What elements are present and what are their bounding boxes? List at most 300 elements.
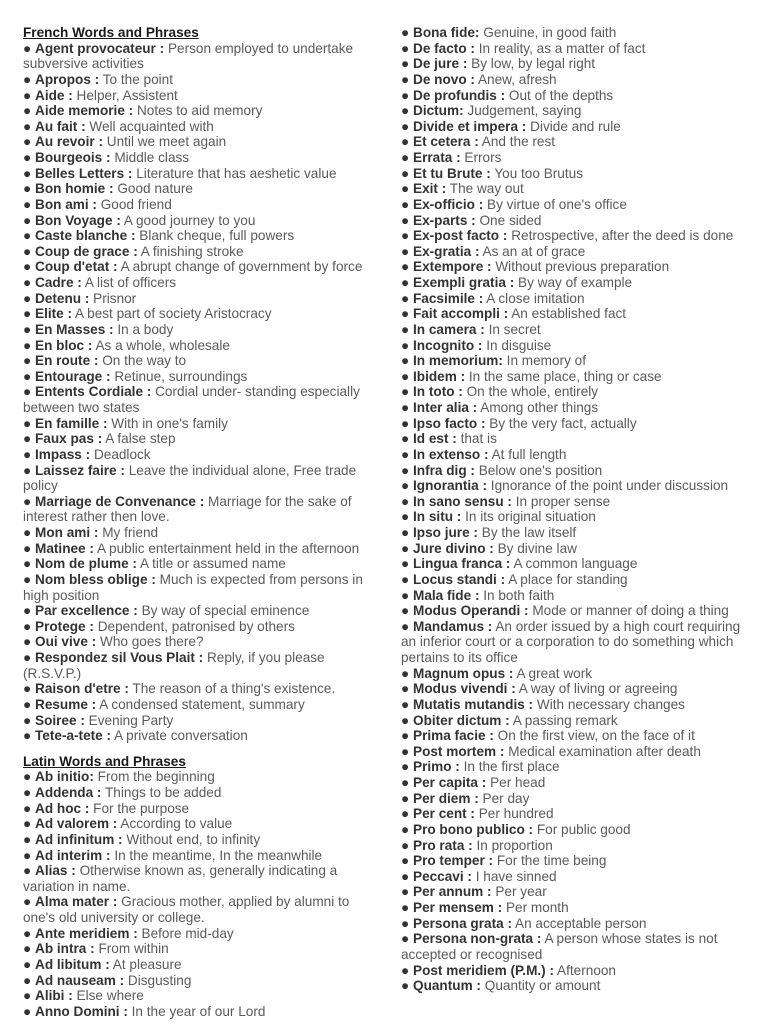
entry-modus-operandi <box>401 603 759 619</box>
entry-term: Aide memorie : <box>35 103 134 119</box>
entry-term: Ipso facto : <box>413 415 486 431</box>
entry-term: En route : <box>35 353 99 369</box>
entry-laissez-faire <box>23 463 381 494</box>
bullet-icon: ● <box>23 988 35 1004</box>
entry-meaning: Good nature <box>117 181 193 197</box>
entry-term: Ex-officio : <box>413 196 484 212</box>
entry-meaning: At full length <box>491 446 567 462</box>
entry-divide-et-impera <box>401 119 759 135</box>
entry-term: Protege : <box>35 618 94 634</box>
entry-term: Pro bono publico : <box>413 821 534 837</box>
entry-meaning: By the very fact, actually <box>489 415 637 431</box>
entry-meaning: A best part of society Aristocracy <box>75 306 272 322</box>
bullet-icon: ● <box>401 775 413 790</box>
entry-entourage <box>23 369 381 385</box>
entry-meaning: According to value <box>120 816 233 832</box>
entry-ab-initio <box>23 769 381 785</box>
entry-ipso-jure <box>401 525 759 541</box>
entry-meaning: On the whole, entirely <box>466 384 599 400</box>
bullet-icon: ● <box>401 134 413 150</box>
entry-meaning: With necessary changes <box>536 696 685 712</box>
entry-caste-blanche <box>23 228 381 244</box>
entry-persona-non-grata <box>401 931 759 962</box>
bullet-icon: ● <box>401 790 413 806</box>
entry-meaning: In the year of our Lord <box>131 1003 266 1019</box>
entry-term: Caste blanche : <box>35 228 136 244</box>
entry-fait-accompli <box>401 306 759 322</box>
entry-protege <box>23 619 381 635</box>
bullet-icon: ● <box>23 728 35 744</box>
entry-respondez-sil-vous-plait <box>23 650 381 681</box>
bullet-icon: ● <box>23 290 35 306</box>
bullet-icon: ● <box>401 353 413 369</box>
entry-dictum <box>401 103 759 119</box>
entry-meaning: A private conversation <box>114 728 248 744</box>
entry-term: Impass : <box>35 446 91 462</box>
bullet-icon: ● <box>23 696 35 712</box>
bullet-icon: ● <box>23 925 35 941</box>
entry-meaning: For the time being <box>496 853 607 869</box>
entry-term: In memorium: <box>413 353 503 369</box>
entry-meaning: On the way to <box>102 353 187 369</box>
bullet-icon: ● <box>401 321 413 337</box>
bullet-icon: ● <box>23 71 35 87</box>
bullet-icon: ● <box>23 368 35 384</box>
entry-meaning: A finishing stroke <box>140 243 244 259</box>
entry-per-cent <box>401 806 759 822</box>
entry-in-toto <box>401 384 759 400</box>
bullet-icon: ● <box>401 446 413 462</box>
entry-magnum-opus <box>401 666 759 682</box>
entry-detenu <box>23 291 381 307</box>
entry-inter-alia <box>401 400 759 416</box>
entry-term: Pro temper : <box>413 853 494 869</box>
entry-meaning: A false step <box>105 431 176 447</box>
entry-meaning: Without previous preparation <box>495 259 670 275</box>
entry-ad-hoc <box>23 801 381 817</box>
bullet-icon: ● <box>401 56 413 72</box>
entry-meaning: Before mid-day <box>141 925 234 941</box>
entry-cadre <box>23 275 381 291</box>
bullet-icon: ● <box>23 181 35 197</box>
bullet-icon: ● <box>401 743 413 759</box>
entry-en-bloc <box>23 338 381 354</box>
entry-meaning: Retrospective, after the deed is done <box>511 228 734 244</box>
entry-meaning: A condensed statement, summary <box>99 696 305 712</box>
bullet-icon: ● <box>401 525 413 540</box>
bullet-icon: ● <box>401 571 413 587</box>
entry-term: Per annum : <box>413 884 492 900</box>
entry-meaning: As a whole, wholesale <box>95 337 230 353</box>
entry-ipso-facto <box>401 416 759 432</box>
entry-term: Post meridiem (P.M.) : <box>413 962 555 978</box>
entry-meaning: Per year <box>495 884 547 900</box>
entry-meaning: A close imitation <box>486 290 585 306</box>
bullet-icon: ● <box>23 134 35 150</box>
entry-term: Par excellence : <box>35 603 138 619</box>
entry-mon-ami <box>23 525 381 541</box>
entry-meaning: A common language <box>513 556 638 572</box>
left-column <box>23 25 381 1019</box>
bullet-icon: ● <box>23 785 35 800</box>
bullet-icon: ● <box>401 306 413 322</box>
entry-meaning: A good journey to you <box>123 212 256 228</box>
entry-meaning: A public entertainment held in the afternoon <box>96 540 360 556</box>
entry-term: In situ : <box>413 509 462 525</box>
entry-meaning: And the rest <box>481 134 556 150</box>
bullet-icon: ● <box>401 915 413 931</box>
entry-term: Ex-post facto : <box>413 228 508 244</box>
bullet-icon: ● <box>401 587 413 603</box>
entry-pro-rata <box>401 838 759 854</box>
bullet-icon: ● <box>23 634 35 650</box>
bullet-icon: ● <box>23 493 35 509</box>
entry-meaning: Per hundred <box>478 806 554 822</box>
bullet-icon: ● <box>401 603 413 619</box>
entry-bona-fide <box>401 25 759 41</box>
entry-meaning: Afternoon <box>557 962 616 978</box>
entry-meaning: Anew, afresh <box>477 71 557 87</box>
entry-meaning: Per day <box>482 790 530 806</box>
entry-meaning: Person employed to undertake subversive activities <box>23 40 354 72</box>
entry-agent-provocateur <box>23 41 381 72</box>
entry-meaning: Well acquainted with <box>89 118 214 134</box>
entry-term: Locus standi : <box>413 571 506 587</box>
entry-term: Mutatis mutandis : <box>413 696 534 712</box>
entry-de-jure <box>401 56 759 72</box>
bullet-icon: ● <box>401 821 413 837</box>
bullet-icon: ● <box>23 618 35 634</box>
entry-impass <box>23 447 381 463</box>
bullet-icon: ● <box>23 681 35 697</box>
entry-meaning: At pleasure <box>112 956 182 972</box>
entry-meaning: In a body <box>117 321 174 337</box>
entry-term: Nom de plume : <box>35 556 137 572</box>
entry-term: Au fait : <box>35 118 86 134</box>
entry-de-facto <box>401 41 759 57</box>
entry-entents-cordiale <box>23 384 381 415</box>
entry-term: Bon homie : <box>35 181 114 197</box>
entry-meaning: By way of special eminence <box>141 603 310 619</box>
entry-term: Primo : <box>413 759 460 775</box>
entry-id-est <box>401 431 759 447</box>
entry-de-novo <box>401 72 759 88</box>
bullet-icon: ● <box>401 165 413 181</box>
entry-meaning: An order issued by a high court requiring an inferior court or a corporation to do something which pertains to its office <box>401 618 741 665</box>
bullet-icon: ● <box>401 384 413 400</box>
entry-term: Magnum opus : <box>413 665 514 681</box>
entry-ad-valorem <box>23 816 381 832</box>
bullet-icon: ● <box>401 118 413 134</box>
bullet-icon: ● <box>401 837 413 853</box>
entry-au-fait <box>23 119 381 135</box>
entry-meaning: Judgement, saying <box>467 103 582 119</box>
bullet-icon: ● <box>23 150 35 165</box>
entry-term: Facsimile : <box>413 290 484 306</box>
entry-meaning: From within <box>98 941 169 957</box>
entry-term: Inter alia : <box>413 400 478 415</box>
entry-term: Pro rata : <box>413 837 473 853</box>
entry-aide-memorie <box>23 103 381 119</box>
bullet-icon: ● <box>23 321 35 337</box>
entry-meaning: A abrupt change of government by force <box>120 259 363 275</box>
entry-coup-d-etat <box>23 259 381 275</box>
entry-term: Extempore : <box>413 259 492 275</box>
entry-term: Modus Operandi : <box>413 603 529 619</box>
entry-term: In toto : <box>413 384 463 400</box>
entry-term: Entourage : <box>35 368 111 384</box>
entry-bon-ami <box>23 197 381 213</box>
bullet-icon: ● <box>401 900 413 915</box>
entry-in-memorium <box>401 353 759 369</box>
bullet-icon: ● <box>23 712 35 728</box>
bullet-icon: ● <box>401 462 413 478</box>
entry-meaning: Good friend <box>100 196 172 212</box>
entry-meaning: An acceptable person <box>515 915 647 931</box>
entry-mutatis-mutandis <box>401 697 759 713</box>
entry-meaning: Ignorance of the point under discussion <box>490 478 729 494</box>
section-heading-latin-words-and-phrases: Latin Words and Phrases <box>23 753 186 769</box>
entry-errata <box>401 150 759 166</box>
entry-alma-mater <box>23 894 381 925</box>
entry-meaning: A way of living or agreeing <box>518 681 678 697</box>
entry-meaning: In memory of <box>506 353 586 369</box>
bullet-icon: ● <box>23 446 35 462</box>
bullet-icon: ● <box>401 431 413 447</box>
entry-term: Prima facie : <box>413 728 494 744</box>
bullet-icon: ● <box>401 212 413 228</box>
entry-term: Aide : <box>35 87 73 103</box>
entry-term: Ad nauseam : <box>35 972 125 988</box>
entry-meaning: Dependent, patronised by others <box>97 618 295 634</box>
entry-ex-parts <box>401 213 759 229</box>
entry-meaning: One sided <box>479 212 542 228</box>
entry-term: Per diem : <box>413 790 479 806</box>
entry-meaning: Otherwise known as, generally indicating a variation in name. <box>23 863 338 894</box>
entry-par-excellence <box>23 603 381 619</box>
entry-modus-vivendi <box>401 681 759 697</box>
entry-meaning: From the beginning <box>97 769 215 785</box>
entry-term: Ex-gratia : <box>413 243 480 259</box>
entry-term: Lingua franca : <box>413 556 511 572</box>
bullet-icon: ● <box>23 956 35 972</box>
bullet-icon: ● <box>23 1003 35 1019</box>
bullet-icon: ● <box>401 681 413 697</box>
bullet-icon: ● <box>23 525 35 540</box>
entry-meaning: Much is expected from persons in high position <box>23 571 363 603</box>
entry-pro-bono-publico <box>401 822 759 838</box>
entry-term: Quantum : <box>413 978 481 994</box>
bullet-icon: ● <box>23 863 35 879</box>
entry-meaning: Middle class <box>114 150 190 165</box>
entry-term: Ad interim : <box>35 847 111 863</box>
bullet-icon: ● <box>401 415 413 431</box>
bullet-icon: ● <box>23 353 35 369</box>
entry-au-revoir <box>23 134 381 150</box>
entry-term: Soiree : <box>35 712 85 728</box>
entry-meaning: Helper, Assistent <box>76 87 178 103</box>
entry-aide <box>23 88 381 104</box>
entry-term: Alibi : <box>35 988 73 1004</box>
bullet-icon: ● <box>401 228 413 244</box>
entry-term: Agent provocateur : <box>35 40 165 56</box>
entry-term: Belles Letters : <box>35 165 133 181</box>
entry-meaning: An established fact <box>511 306 627 322</box>
entry-term: Dictum: <box>413 103 464 119</box>
entry-meaning: In proper sense <box>515 493 611 509</box>
entry-meaning: Out of the depths <box>508 87 614 103</box>
entry-term: Coup d'etat : <box>35 259 118 275</box>
bullet-icon: ● <box>401 556 413 572</box>
bullet-icon: ● <box>23 337 35 353</box>
entry-meaning: Quantity or amount <box>484 978 601 994</box>
entry-term: Bona fide: <box>413 25 480 40</box>
entry-term: Peccavi : <box>413 868 472 884</box>
bullet-icon: ● <box>401 712 413 728</box>
entry-term: In extenso : <box>413 446 489 462</box>
entry-quantum <box>401 978 759 994</box>
entry-meaning: In the same place, thing or case <box>468 368 662 384</box>
entry-term: Bon Voyage : <box>35 212 121 228</box>
bullet-icon: ● <box>401 87 413 103</box>
entry-meaning: In secret <box>488 321 541 337</box>
entry-term: Addenda : <box>35 785 102 800</box>
bullet-icon: ● <box>401 853 413 869</box>
entry-meaning: A passing remark <box>512 712 618 728</box>
entry-meaning: In the first place <box>463 759 560 775</box>
bullet-icon: ● <box>401 884 413 900</box>
entry-term: Modus vivendi : <box>413 681 516 697</box>
entry-ignorantia <box>401 478 759 494</box>
entry-meaning: Medical examination after death <box>508 743 701 759</box>
entry-term: Persona non-grata : <box>413 931 542 947</box>
entry-meaning: Genuine, in good faith <box>483 25 617 40</box>
entry-meaning: Marriage for the sake of interest rather then love. <box>23 493 352 525</box>
bullet-icon: ● <box>23 972 35 988</box>
bullet-icon: ● <box>401 493 413 509</box>
entry-term: Au revoir : <box>35 134 103 150</box>
entry-meaning: Prisnor <box>93 290 137 306</box>
bullet-icon: ● <box>401 368 413 384</box>
entry-term: In sano sensu : <box>413 493 512 509</box>
entry-meaning: The way out <box>449 181 524 197</box>
entry-term: Ad hoc : <box>35 800 90 816</box>
entry-term: Per cent : <box>413 806 475 822</box>
entry-exit <box>401 181 759 197</box>
entry-resume <box>23 697 381 713</box>
entry-tete-a-tete <box>23 728 381 744</box>
entry-exempli-gratia <box>401 275 759 291</box>
bullet-icon: ● <box>401 337 413 353</box>
entry-ad-interim <box>23 848 381 864</box>
entry-elite <box>23 306 381 322</box>
entry-term: Ante meridiem : <box>35 925 138 941</box>
entry-in-situ <box>401 509 759 525</box>
entry-term: Obiter dictum : <box>413 712 510 728</box>
bullet-icon: ● <box>401 150 413 165</box>
bullet-icon: ● <box>23 769 35 785</box>
bullet-icon: ● <box>401 478 413 494</box>
right-column <box>401 25 759 994</box>
entry-ad-libitum <box>23 957 381 973</box>
entry-meaning: In proportion <box>476 837 553 853</box>
entry-meaning: In reality, as a matter of fact <box>478 40 646 56</box>
entry-term: Alias : <box>35 863 76 879</box>
entry-meaning: For the purpose <box>93 800 190 816</box>
bullet-icon: ● <box>23 259 35 275</box>
entry-post-meridiem-p-m <box>401 963 759 979</box>
bullet-icon: ● <box>23 196 35 212</box>
entry-meaning: Literature that has aeshetic value <box>136 165 337 181</box>
entry-meaning: Without end, to infinity <box>126 831 261 847</box>
entry-primo <box>401 759 759 775</box>
entry-bourgeois <box>23 150 381 166</box>
entry-term: In camera : <box>413 321 485 337</box>
entry-per-diem <box>401 791 759 807</box>
entry-term: Exempli gratia : <box>413 275 515 290</box>
entry-per-capita <box>401 775 759 791</box>
entry-term: De jure : <box>413 56 468 72</box>
bullet-icon: ● <box>23 556 35 572</box>
bullet-icon: ● <box>401 540 413 556</box>
bullet-icon: ● <box>23 40 35 56</box>
entry-coup-de-grace <box>23 244 381 260</box>
entry-in-sano-sensu <box>401 494 759 510</box>
bullet-icon: ● <box>23 540 35 556</box>
entry-post-mortem <box>401 744 759 760</box>
entry-alibi <box>23 988 381 1004</box>
entry-term: Ad valorem : <box>35 816 118 832</box>
bullet-icon: ● <box>401 25 413 40</box>
entry-in-camera <box>401 322 759 338</box>
entry-term: Mon ami : <box>35 525 99 540</box>
entry-en-masses <box>23 322 381 338</box>
entry-meaning: A title or assumed name <box>140 556 286 572</box>
entry-incognito <box>401 338 759 354</box>
entry-nom-de-plume <box>23 556 381 572</box>
entry-meaning: that is <box>460 431 497 447</box>
bullet-icon: ● <box>401 400 413 415</box>
bullet-icon: ● <box>401 759 413 775</box>
entry-peccavi <box>401 869 759 885</box>
entry-term: Ab intra : <box>35 941 95 957</box>
entry-meaning: Gracious mother, applied by alumni to one's old university or college. <box>23 894 350 925</box>
entry-meaning: Things to be added <box>105 785 222 800</box>
entry-term: En famille : <box>35 415 108 431</box>
bullet-icon: ● <box>23 462 35 478</box>
entry-ad-nauseam <box>23 973 381 989</box>
entry-locus-standi <box>401 572 759 588</box>
entry-meaning: Evening Party <box>88 712 174 728</box>
entry-meaning: Notes to aid memory <box>136 103 263 119</box>
bullet-icon: ● <box>23 118 35 134</box>
entry-lingua-franca <box>401 556 759 572</box>
entry-meaning: Until we meet again <box>106 134 227 150</box>
bullet-icon: ● <box>23 603 35 619</box>
entry-matinee <box>23 541 381 557</box>
entry-mandamus <box>401 619 759 666</box>
bullet-icon: ● <box>23 650 35 665</box>
bullet-icon: ● <box>401 806 413 822</box>
entry-term: Ipso jure : <box>413 525 478 540</box>
bullet-icon: ● <box>401 275 413 290</box>
entry-term: Fait accompli : <box>413 306 509 322</box>
entry-meaning: To the point <box>102 71 174 87</box>
bullet-icon: ● <box>23 165 35 181</box>
entry-meaning: In the meantime, In the meanwhile <box>114 847 323 863</box>
entry-term: Alma mater : <box>35 894 118 910</box>
entry-meaning: By divine law <box>497 540 577 556</box>
